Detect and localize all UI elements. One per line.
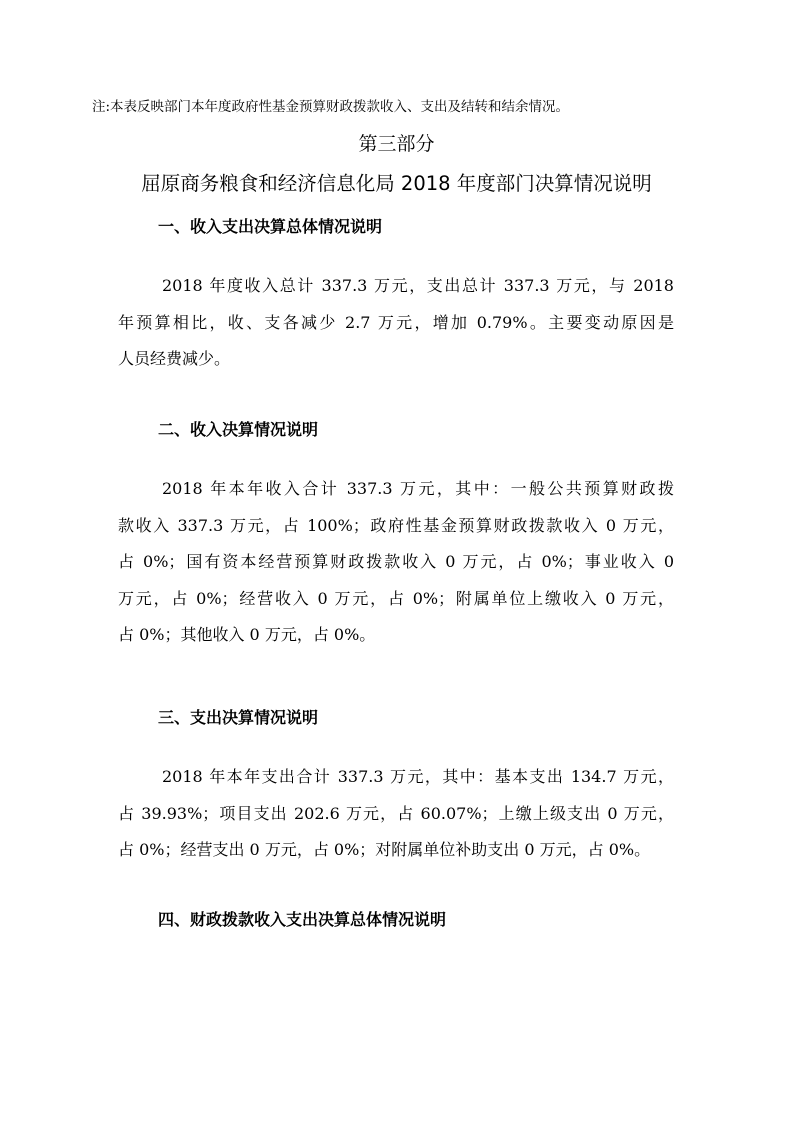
paragraph-line: 占 0%；经营支出 0 万元，占 0%；对附属单位补助支出 0 万元，占 0%。 [118,840,651,859]
part-title: 第三部分 [358,133,435,155]
paragraph-line: 占 0%；其他收入 0 万元，占 0%。 [118,625,376,644]
paragraph-line: 2018 年本年收入合计 337.3 万元，其中：一般公共预算财政拨 [162,479,674,498]
paragraph-line: 占 0%；国有资本经营预算财政拨款收入 0 万元，占 0%；事业收入 0 [118,552,674,571]
section-heading-expenditure: 三、支出决算情况说明 [158,708,319,727]
paragraph-line: 年预算相比，收、支各减少 2.7 万元，增加 0.79%。主要变动原因是 [118,312,674,332]
paragraph-line: 2018 年本年支出合计 337.3 万元，其中：基本支出 134.7 万元， [162,767,674,786]
section-heading-overall: 一、收入支出决算总体情况说明 [158,217,383,236]
paragraph-line: 款收入 337.3 万元，占 100%；政府性基金预算财政拨款收入 0 万元， [118,515,674,535]
section-paragraph-expenditure [118,759,674,869]
paragraph-line: 占 39.93%；项目支出 202.6 万元，占 60.07%；上缴上级支出 0 万元， [118,803,674,823]
document-title: 屈原商务粮食和经济信息化局 2018 年度部门决算情况说明 [141,172,652,195]
section-paragraph-income [118,471,674,654]
section-heading-income: 二、收入决算情况说明 [158,420,319,439]
section-heading-fiscal-appropriation: 四、财政拨款收入支出决算总体情况说明 [158,910,447,929]
paragraph-line: 2018 年度收入总计 337.3 万元，支出总计 337.3 万元，与 2018 [162,276,674,295]
paragraph-line: 万元，占 0%；经营收入 0 万元，占 0%；附属单位上缴收入 0 万元， [118,588,674,608]
paragraph-line: 人员经费减少。 [118,349,231,368]
section-paragraph-overall [118,268,674,378]
table-note: 注:本表反映部门本年度政府性基金预算财政拨款收入、支出及结转和结余情况。 [92,99,570,115]
